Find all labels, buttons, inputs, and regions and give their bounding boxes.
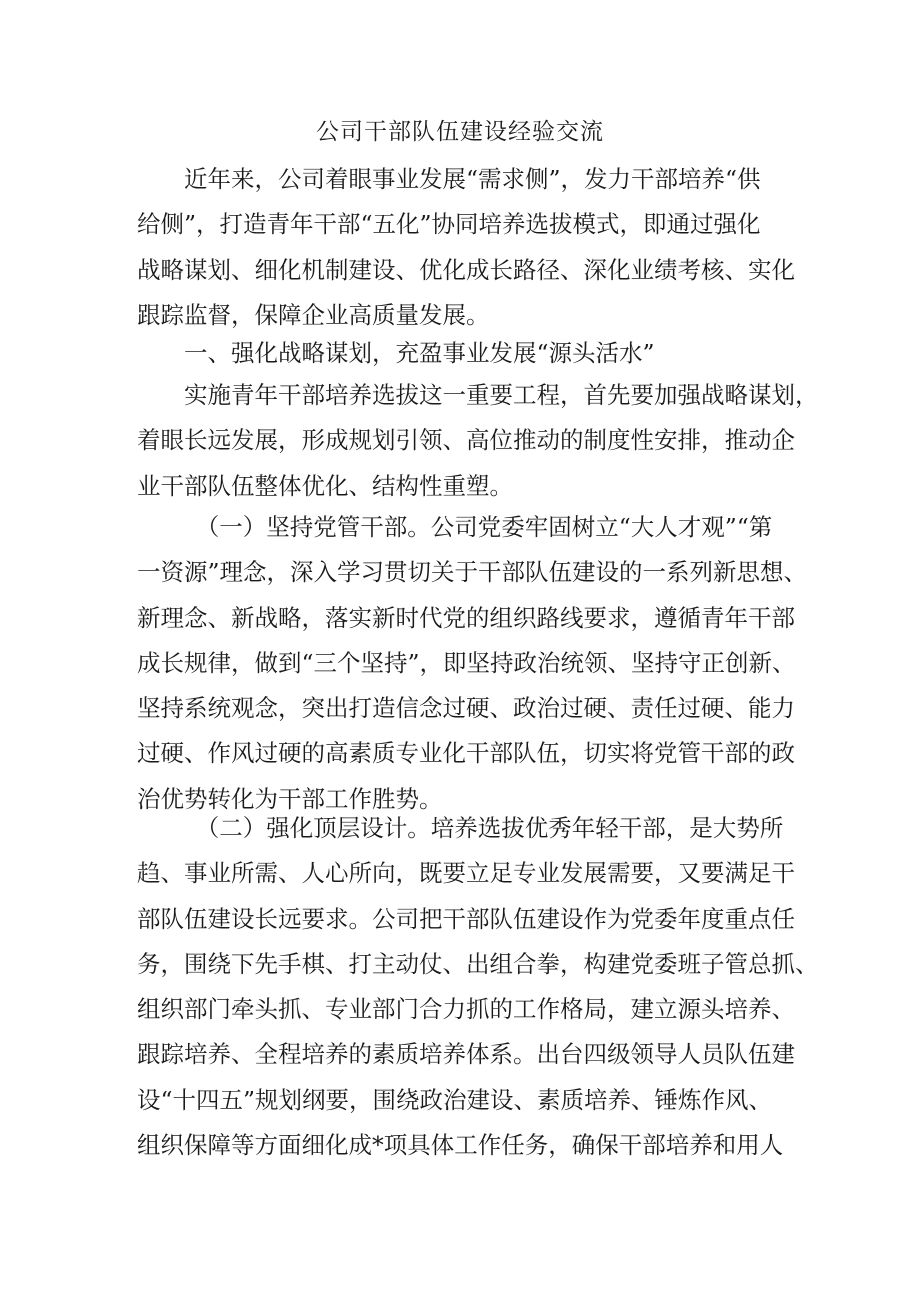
section-paragraph <box>137 373 819 509</box>
paragraph-line: 新理念、新战略，落实新时代党的组织路线要求，遵循青年干部 <box>137 603 795 632</box>
paragraph-line: （二）强化顶层设计。培养选拔优秀年轻干部，是大势所 <box>137 814 784 842</box>
subsection-paragraph-1 <box>137 505 808 822</box>
paragraph-line: 过硬、作风过硬的高素质专业化干部队伍，切实将党管干部的政 <box>137 739 795 768</box>
section-heading <box>137 331 787 376</box>
paragraph-line: 成长规律，做到“三个坚持”，即坚持政治统领、坚持守正创新、 <box>137 648 796 677</box>
paragraph-line: 近年来，公司着眼事业发展“需求侧”，发力干部培养“供 <box>137 165 761 193</box>
subsection-paragraph-2 <box>137 806 819 1168</box>
document-title: 公司干部队伍建设经验交流 <box>316 119 604 145</box>
paragraph-line: 实施青年干部培养选拔这一重要工程，首先要加强战略谋划， <box>137 381 819 409</box>
paragraph-line: 跟踪培养、全程培养的素质培养体系。出台四级领导人员队伍建 <box>137 1040 795 1069</box>
paragraph-line: 务，围绕下先手棋、打主动仗、出组合拳，构建党委班子管总抓、 <box>137 949 819 978</box>
paragraph-line: 着眼长远发展，形成规划引领、高位推动的制度性安排，推动企 <box>137 426 795 455</box>
section-heading-text: 一、强化战略谋划，充盈事业发展“源头活水” <box>137 339 655 367</box>
paragraph-line: 跟踪监督，保障企业高质量发展。 <box>137 300 490 329</box>
paragraph-line: 坚持系统观念，突出打造信念过硬、政治过硬、责任过硬、能力 <box>137 694 795 723</box>
paragraph-line: 业干部队伍整体优化、结构性重塑。 <box>137 471 513 500</box>
intro-paragraph <box>137 157 795 338</box>
paragraph-line: 部队伍建设长远要求。公司把干部队伍建设作为党委年度重点任 <box>137 904 795 933</box>
paragraph-line: 设“十四五”规划纲要，围绕政治建设、素质培养、锤炼作风、 <box>137 1085 773 1114</box>
paragraph-line: 一资源”理念，深入学习贯切关于干部队伍建设的一系列新思想、 <box>137 558 808 587</box>
paragraph-line: 趋、事业所需、人心所向，既要立足专业发展需要，又要满足干 <box>137 859 795 888</box>
paragraph-line: 组织保障等方面细化成*项具体工作任务，确保干部培养和用人 <box>137 1131 784 1160</box>
paragraph-line: 战略谋划、细化机制建设、优化成长路径、深化业绩考核、实化 <box>137 255 795 284</box>
paragraph-line: 组织部门牵头抓、专业部门合力抓的工作格局，建立源头培养、 <box>137 995 795 1024</box>
paragraph-line: （一）坚持党管干部。公司党委牢固树立“大人才观”“第 <box>137 513 773 541</box>
paragraph-line: 给侧”，打造青年干部“五化”协同培养选拔模式，即通过强化 <box>137 210 761 239</box>
paragraph-line: 治优势转化为干部工作胜势。 <box>137 784 443 813</box>
